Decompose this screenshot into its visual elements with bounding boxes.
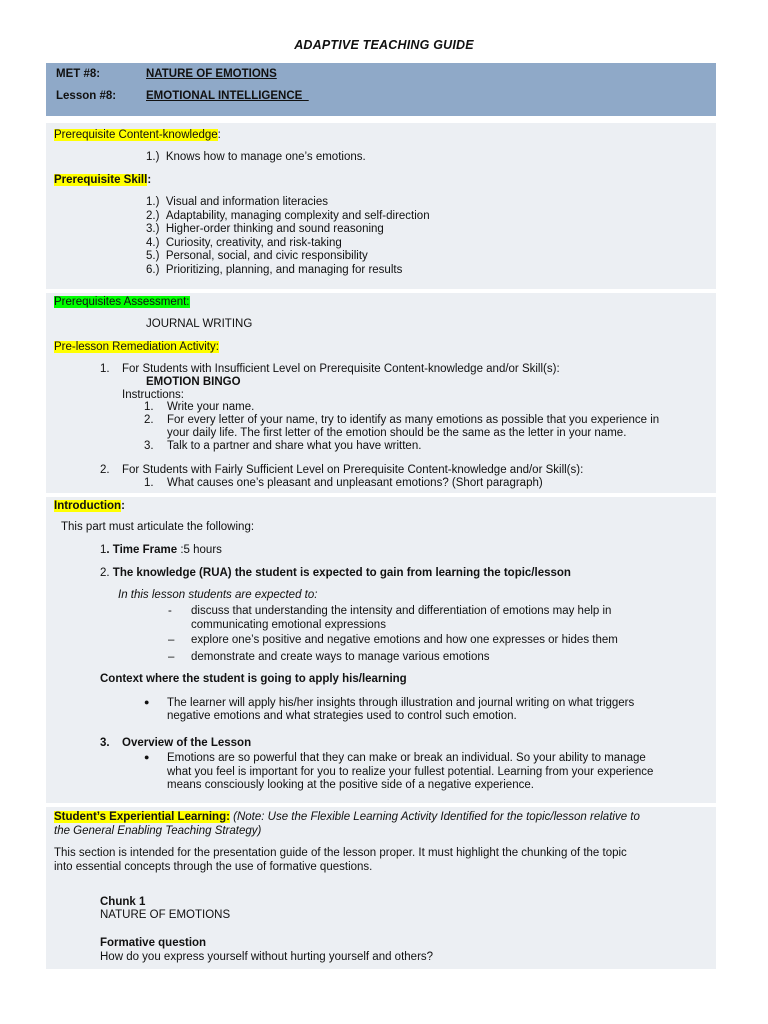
- introduction-label: Introduction: [54, 500, 122, 512]
- overview-bullet: ●: [144, 752, 150, 762]
- objective-bullet: –: [168, 634, 175, 646]
- context-bullet: ●: [144, 697, 150, 707]
- item-text: Higher-order thinking and sound reasoning: [165, 223, 384, 235]
- document-title: ADAPTIVE TEACHING GUIDE: [294, 38, 474, 52]
- prereq-content-label: Prerequisite Content-knowledge: [54, 129, 218, 141]
- instruction-text: your daily life. The first letter of the emotion should be the same as the letter in your name.: [167, 427, 627, 439]
- lesson-header: [46, 63, 716, 116]
- experiential-note: (Note: Use the Flexible Learning Activity Identified for the topic/lesson relative to: [229, 811, 640, 823]
- introduction-colon: :: [121, 500, 125, 512]
- prerequisite-panel: [46, 123, 716, 289]
- overview-label: Overview of the Lesson: [122, 737, 252, 749]
- prereq-skill-colon: :: [147, 174, 152, 186]
- context-label: Context where the student is going to apply his/learning: [100, 673, 407, 685]
- objective-bullet: -: [168, 605, 172, 617]
- context-text: negative emotions and what strategies used to control such emotion.: [167, 710, 517, 722]
- objective-text: discuss that understanding the intensity and differentiation of emotions may help in: [191, 605, 612, 617]
- instructions-label: Instructions:: [122, 389, 184, 401]
- knowledge-label: The knowledge (RUA) the student is expected to gain from learning the topic/lesson: [112, 567, 571, 579]
- item-text: Visual and information literacies: [165, 196, 328, 208]
- instruction-text: For every letter of your name, try to identify as many emotions as possible that you experience in: [167, 414, 660, 426]
- formative-value: How do you express yourself without hurting yourself and others?: [100, 951, 434, 963]
- remediation-item-text: For Students with Fairly Sufficient Level on Prerequisite Content-knowledge and/or Skill(s):: [122, 464, 584, 476]
- item-number: 3.): [146, 223, 160, 235]
- assessment-panel: [46, 293, 716, 493]
- remediation-heading: [54, 341, 219, 353]
- remediation-item-number: 2.: [100, 464, 110, 476]
- overview-number: 3.: [100, 737, 110, 749]
- introduction-heading: [54, 500, 125, 512]
- prereq-skill-heading: [54, 174, 151, 186]
- item-number: 1.): [146, 151, 160, 163]
- instruction-text: Talk to a partner and share what you have written.: [167, 440, 422, 452]
- timeframe-value: :5 hours: [177, 544, 222, 556]
- introduction-panel: [46, 497, 716, 803]
- expected-text: In this lesson students are expected to:: [118, 589, 318, 601]
- skill-item: [146, 250, 368, 262]
- prereq-content-heading: [54, 129, 221, 141]
- objective-text: communicating emotional expressions: [191, 619, 386, 631]
- assessment-heading: [54, 296, 190, 308]
- skill-item: [146, 223, 384, 235]
- skill-item: [146, 196, 328, 208]
- remediation-item-number: 1.: [100, 363, 110, 375]
- chunk-value: NATURE OF EMOTIONS: [100, 909, 231, 921]
- met-label: MET #8:: [56, 68, 101, 80]
- objective-text: explore one’s positive and negative emotions and how one expresses or hides them: [191, 634, 618, 646]
- item-number: 5.): [146, 250, 160, 262]
- experiential-body: This section is intended for the presentation guide of the lesson proper. It must highlight the chunking of the topic: [54, 847, 627, 859]
- experiential-heading: [54, 811, 640, 823]
- instruction-text: Write your name.: [167, 401, 255, 413]
- prereq-content-item: [146, 151, 366, 163]
- timeframe-line: [100, 544, 222, 556]
- remediation-label: Pre-lesson Remediation Activity:: [54, 341, 219, 353]
- sub-item-text: What causes one’s pleasant and unpleasant emotions? (Short paragraph): [167, 477, 543, 489]
- bingo-title: EMOTION BINGO: [146, 376, 241, 388]
- experiential-body: into essential concepts through the use of formative questions.: [54, 861, 373, 873]
- lesson-label: Lesson #8:: [56, 90, 117, 102]
- item-text: Adaptability, managing complexity and self-direction: [165, 210, 430, 222]
- met-value: NATURE OF EMOTIONS: [146, 68, 277, 80]
- item-text: Curiosity, creativity, and risk-taking: [165, 237, 342, 249]
- instruction-number: 3.: [144, 440, 154, 452]
- experiential-panel: [46, 807, 716, 969]
- timeframe-label: . Time Frame: [106, 544, 178, 556]
- instruction-number: 2.: [144, 414, 154, 426]
- instruction-number: 1.: [144, 401, 154, 413]
- skill-item: [146, 237, 342, 249]
- item-text: Personal, social, and civic responsibility: [165, 250, 368, 262]
- item-text: Knows how to manage one’s emotions.: [165, 151, 366, 163]
- objective-bullet: –: [168, 651, 175, 663]
- prereq-skill-label: Prerequisite Skill: [54, 174, 148, 186]
- item-text: Prioritizing, planning, and managing for results: [165, 264, 403, 276]
- introduction-text: This part must articulate the following:: [61, 521, 255, 533]
- skill-item: [146, 210, 430, 222]
- experiential-note: the General Enabling Teaching Strategy): [54, 825, 262, 837]
- item-number: 1.): [146, 196, 160, 208]
- item-number: 2.): [146, 210, 160, 222]
- knowledge-line: [100, 567, 571, 579]
- skill-item: [146, 264, 402, 276]
- item-number: 6.): [146, 264, 160, 276]
- chunk-label: Chunk 1: [100, 896, 146, 908]
- sub-item-number: 1.: [144, 477, 154, 489]
- overview-text: what you feel is important for you to realize your fullest potential. Learning from your experience: [167, 766, 654, 778]
- formative-label: Formative question: [100, 937, 207, 949]
- experiential-label: Student’s Experiential Learning:: [54, 811, 230, 823]
- objective-text: demonstrate and create ways to manage various emotions: [191, 651, 490, 663]
- lesson-value: EMOTIONAL INTELLIGENCE: [146, 90, 309, 102]
- assessment-value: JOURNAL WRITING: [146, 318, 253, 330]
- timeframe-number: 1: [100, 544, 107, 556]
- context-text: The learner will apply his/her insights through illustration and journal writing on what triggers: [167, 697, 635, 709]
- prereq-content-colon: :: [217, 129, 221, 141]
- overview-text: Emotions are so powerful that they can make or break an individual. So your ability to manage: [167, 752, 646, 764]
- assessment-label: Prerequisites Assessment:: [54, 296, 190, 308]
- knowledge-number: 2.: [100, 567, 110, 579]
- overview-text: means consciously looking at the positive side of a negative experience.: [167, 779, 534, 791]
- item-number: 4.): [146, 237, 160, 249]
- remediation-item-text: For Students with Insufficient Level on Prerequisite Content-knowledge and/or Skill(s):: [122, 363, 560, 375]
